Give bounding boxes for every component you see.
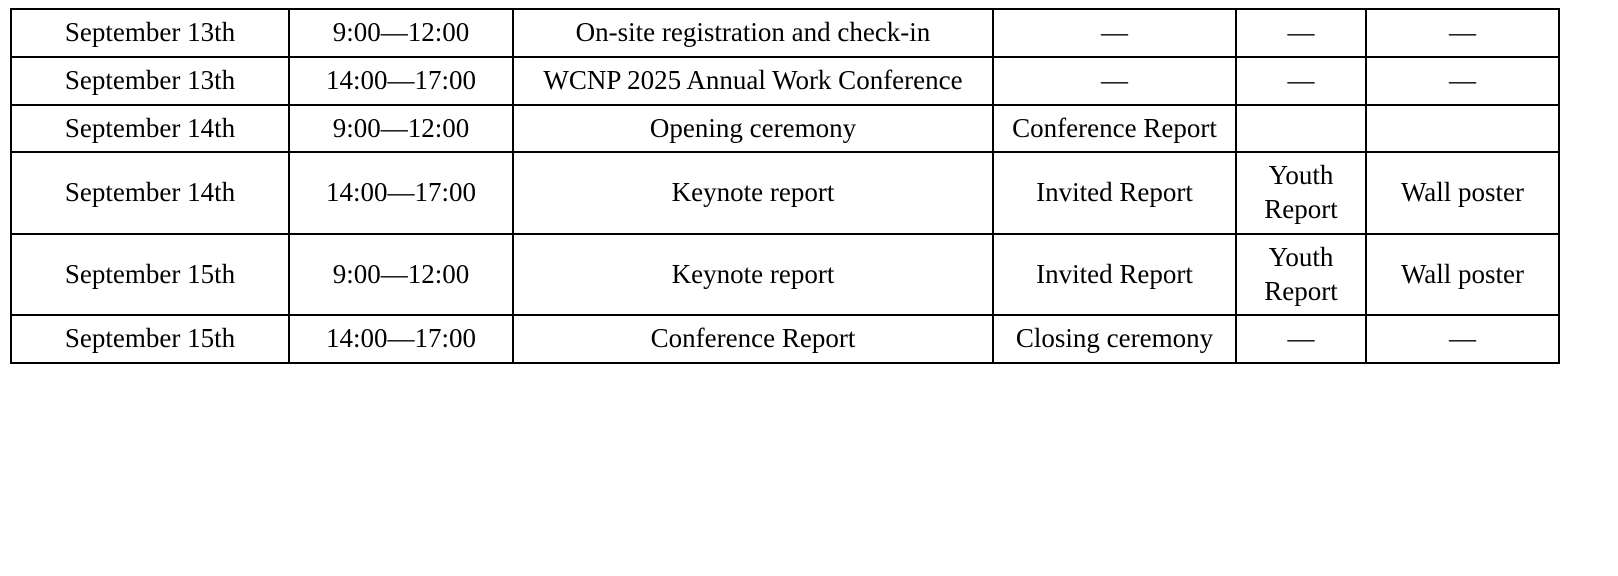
cell-date: September 14th [11, 105, 289, 153]
cell-session-detail: Invited Report [993, 152, 1236, 234]
table-row [11, 234, 1559, 316]
cell-session: Keynote report [513, 234, 993, 316]
cell-time: 14:00—17:00 [289, 315, 513, 363]
table-row [11, 105, 1559, 153]
cell-youth: Youth Report [1236, 152, 1366, 234]
cell-poster: Wall poster [1366, 152, 1559, 234]
cell-poster [1366, 105, 1559, 153]
cell-youth [1236, 105, 1366, 153]
cell-session-detail: Closing ceremony [993, 315, 1236, 363]
cell-time: 14:00—17:00 [289, 152, 513, 234]
cell-date: September 15th [11, 315, 289, 363]
cell-session: Keynote report [513, 152, 993, 234]
cell-time: 9:00—12:00 [289, 9, 513, 57]
cell-poster: — [1366, 57, 1559, 105]
cell-session: Opening ceremony [513, 105, 993, 153]
cell-poster: — [1366, 9, 1559, 57]
table-row [11, 57, 1559, 105]
cell-session: On-site registration and check-in [513, 9, 993, 57]
cell-youth: — [1236, 57, 1366, 105]
cell-date: September 14th [11, 152, 289, 234]
cell-session-detail: — [993, 57, 1236, 105]
cell-session-detail: Conference Report [993, 105, 1236, 153]
cell-session: Conference Report [513, 315, 993, 363]
cell-date: September 13th [11, 57, 289, 105]
cell-date: September 13th [11, 9, 289, 57]
cell-session-detail: — [993, 9, 1236, 57]
cell-session: WCNP 2025 Annual Work Conference [513, 57, 993, 105]
cell-youth: — [1236, 315, 1366, 363]
table-row [11, 152, 1559, 234]
schedule-table-container [10, 8, 1558, 364]
cell-session-detail: Invited Report [993, 234, 1236, 316]
conference-schedule-table [10, 8, 1560, 364]
cell-poster: Wall poster [1366, 234, 1559, 316]
cell-youth: — [1236, 9, 1366, 57]
cell-time: 14:00—17:00 [289, 57, 513, 105]
cell-time: 9:00—12:00 [289, 105, 513, 153]
table-row [11, 315, 1559, 363]
table-row [11, 9, 1559, 57]
cell-time: 9:00—12:00 [289, 234, 513, 316]
cell-youth: Youth Report [1236, 234, 1366, 316]
cell-date: September 15th [11, 234, 289, 316]
cell-poster: — [1366, 315, 1559, 363]
